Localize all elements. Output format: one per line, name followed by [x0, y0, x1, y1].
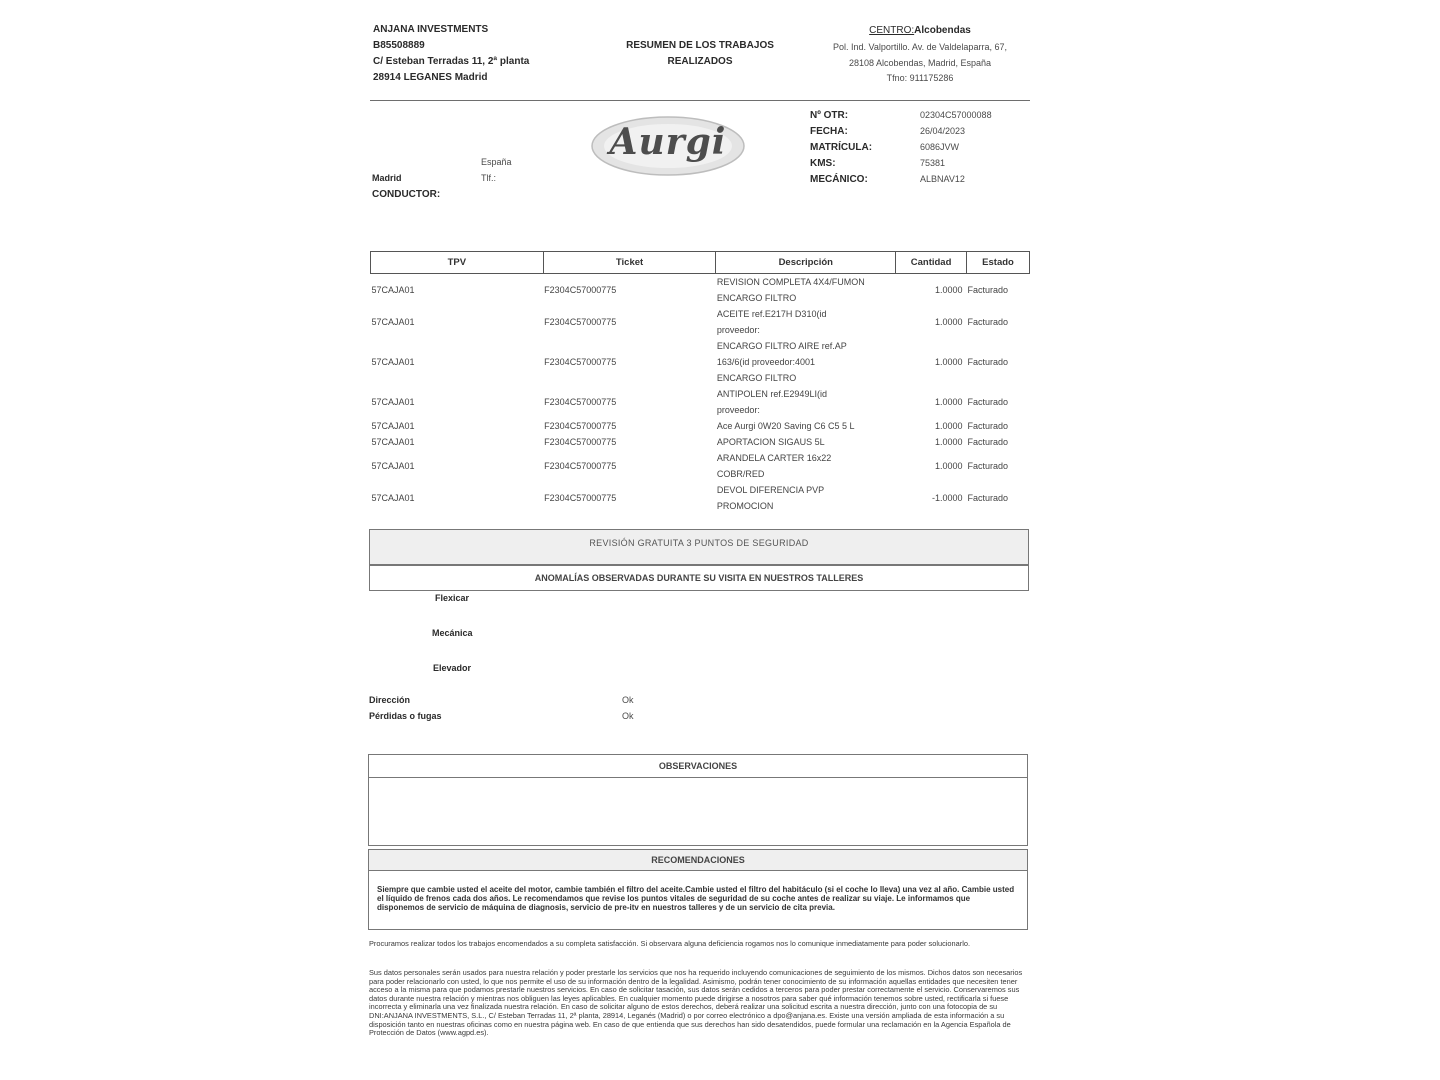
table-row — [371, 386, 1030, 418]
direccion-label: Dirección — [369, 695, 411, 705]
cell-ticket: F2304C57000775 — [544, 317, 617, 327]
cell-cantidad: 1.0000 — [935, 317, 963, 327]
kms-label: KMS: — [810, 158, 836, 169]
cell-ticket: F2304C57000775 — [544, 357, 617, 367]
cell-ticket: F2304C57000775 — [544, 397, 617, 407]
aurgi-logo — [590, 115, 746, 177]
anomalia-mecanica: Mecánica — [432, 628, 473, 638]
cell-descripcion — [716, 306, 896, 338]
cell-tpv: 57CAJA01 — [371, 317, 415, 327]
cell-descripcion — [716, 482, 896, 514]
kms-value: 75381 — [920, 158, 946, 168]
centro-address-2: 28108 Alcobendas, Madrid, España — [848, 58, 992, 68]
cell-descripcion — [716, 450, 896, 482]
table-row — [371, 434, 1030, 450]
mecanico-value: ALBNAV12 — [920, 174, 965, 184]
cell-tpv: 57CAJA01 — [371, 357, 415, 367]
descripcion-line: ARANDELA CARTER 16x22 — [716, 453, 832, 463]
descripcion-line: 163/6(id proveedor:4001 — [716, 357, 815, 367]
cell-descripcion — [716, 434, 896, 450]
cell-ticket: F2304C57000775 — [544, 421, 617, 431]
otr-value: 02304C57000088 — [920, 110, 992, 120]
client-phone: Tlf.: — [481, 173, 496, 183]
table-row — [371, 418, 1030, 434]
doc-title-line-2: REALIZADOS — [667, 56, 733, 67]
centro-address-1: Pol. Ind. Valportillo. Av. de Valdelaparra, 67, — [833, 42, 1007, 52]
fecha-value: 26/04/2023 — [920, 126, 966, 136]
conductor-label: CONDUCTOR: — [372, 189, 441, 200]
centro-name: Alcobendas — [914, 25, 971, 36]
centro-phone: Tfno: 911175286 — [886, 73, 954, 83]
cell-tpv: 57CAJA01 — [371, 493, 415, 503]
client-country: España — [481, 157, 512, 167]
matricula-label: MATRÍCULA: — [810, 142, 873, 153]
recomendaciones-box — [368, 849, 1028, 930]
cell-ticket: F2304C57000775 — [544, 285, 617, 295]
cell-cantidad: 1.0000 — [935, 397, 963, 407]
anomalias-title: ANOMALÍAS OBSERVADAS DURANTE SU VISITA EN NUESTROS TALLERES — [534, 573, 864, 583]
descripcion-line: APORTACION SIGAUS 5L — [716, 437, 825, 447]
descripcion-line: COBR/RED — [716, 469, 765, 479]
descripcion-line: PROMOCION — [716, 501, 774, 511]
cell-estado: Facturado — [967, 285, 1009, 295]
cell-descripcion — [716, 386, 896, 418]
mecanico-label: MECÁNICO: — [810, 174, 868, 185]
observaciones-title: OBSERVACIONES — [369, 755, 1027, 778]
descripcion-line: DEVOL DIFERENCIA PVP — [716, 485, 825, 495]
company-address-1: C/ Esteban Terradas 11, 2ª planta — [373, 56, 530, 67]
col-header-descripcion: Descripción — [716, 252, 896, 274]
observaciones-box — [368, 754, 1028, 846]
cell-tpv: 57CAJA01 — [371, 461, 415, 471]
col-header-cantidad: Cantidad — [896, 252, 967, 274]
col-header-estado: Estado — [967, 252, 1030, 274]
recomendaciones-text: Siempre que cambie usted el aceite del motor, cambie también el filtro del aceite.Cambie usted el filtro del habitáculo (si el coche lo lleva) una vez al año. Cambie usted el líquido de frenos cada dos años. Le recomendamos que revise los puntos vitales de seguridad de su coche antes de realizar su viaje. Le informamos que disponemos de servicio de máquina de diagnosis, servicio de pre-itv en nuestros talleres y de un servicio de cita previa. — [377, 885, 1015, 912]
cell-tpv: 57CAJA01 — [371, 285, 415, 295]
anomalia-elevador: Elevador — [433, 663, 472, 673]
cell-estado: Facturado — [967, 357, 1009, 367]
cell-cantidad: 1.0000 — [935, 421, 963, 431]
cell-ticket: F2304C57000775 — [544, 461, 617, 471]
logo-text: Aurgi — [609, 121, 727, 163]
col-header-tpv: TPV — [371, 252, 544, 274]
anomalias-header — [369, 565, 1029, 591]
descripcion-line: proveedor: — [716, 325, 760, 335]
table-row — [371, 450, 1030, 482]
cell-tpv: 57CAJA01 — [371, 421, 415, 431]
revision-banner-text: REVISIÓN GRATUITA 3 PUNTOS DE SEGURIDAD — [589, 538, 809, 548]
table-row — [371, 306, 1030, 338]
centro-line — [800, 25, 1040, 36]
cell-estado: Facturado — [967, 493, 1009, 503]
centro-label: CENTRO: — [869, 25, 915, 36]
cell-cantidad: 1.0000 — [935, 461, 963, 471]
anomalia-flexicar: Flexicar — [435, 593, 470, 603]
recomendaciones-title: RECOMENDACIONES — [369, 850, 1027, 871]
client-city: Madrid — [372, 173, 402, 183]
descripcion-line: REVISION COMPLETA 4X4/FUMON — [716, 277, 865, 287]
cell-cantidad: 1.0000 — [935, 437, 963, 447]
cell-descripcion — [716, 274, 896, 307]
descripcion-line: proveedor: — [716, 405, 760, 415]
direccion-value: Ok — [622, 695, 634, 705]
footer-satisfaction: Procuramos realizar todos los trabajos encomendados a su completa satisfacción. Si observara alguna deficiencia rogamos nos lo comunique inmediatamente para poder solucionarlo. — [369, 939, 971, 948]
revision-banner — [369, 529, 1029, 565]
cell-estado: Facturado — [967, 397, 1009, 407]
items-table — [370, 251, 1030, 514]
descripcion-line: ENCARGO FILTRO — [716, 293, 797, 303]
table-row — [371, 274, 1030, 307]
descripcion-line: ACEITE ref.E217H D310(id — [716, 309, 827, 319]
descripcion-line: ENCARGO FILTRO — [716, 373, 797, 383]
company-cif: B85508889 — [373, 40, 425, 51]
cell-estado: Facturado — [967, 461, 1009, 471]
col-header-ticket: Ticket — [543, 252, 716, 274]
descripcion-line: ANTIPOLEN ref.E2949LI(id — [716, 389, 827, 399]
header-divider — [370, 100, 1030, 101]
cell-ticket: F2304C57000775 — [544, 493, 617, 503]
company-address-2: 28914 LEGANES Madrid — [373, 72, 488, 83]
cell-estado: Facturado — [967, 317, 1009, 327]
otr-label: Nº OTR: — [810, 110, 849, 121]
cell-descripcion — [716, 418, 896, 434]
cell-cantidad: -1.0000 — [932, 493, 963, 503]
footer-privacy: Sus datos personales serán usados para nuestra relación y poder prestarle los servicios que nos ha requerido incluyendo comunicaciones de seguimiento de los mismos. Dichos datos son necesarios para poder relacionarlo con usted, lo que nos permite el uso de su información dentro de la legalidad. Asimismo, podrán tener conocimiento de su información aquellas entidades que necesiten tener acceso a la misma para que podamos prestarle nuestros servicios. En caso de solicitar tasación, sus datos serán cedidos a terceros para poder prestar correctamente el servicio. Conservaremos sus datos durante nuestra relación y mientras nos obliguen las leyes aplicables. En cualquier momento puede dirigirse a nosotros para saber qué información tenemos sobre usted, rectificarla si fuese incorrecta y eliminarla una vez finalizada nuestra relación. En caso de solicitar alguno de estos derechos, deberá realizar una solicitud escrita a nuestra dirección, junto con una fotocopia de su DNI:ANJANA INVESTMENTS, S.L., C/ Esteban Terradas 11, 2ª planta, 28914, Leganés (Madrid) o por correo electrónico a dpo@anjana.es. Existe una versión ampliada de esta información a su disposición tanto en nuestras oficinas como en nuestra página web. En caso de que entienda que sus derechos han sido desatendidos, puede formular una reclamación en la Agencia Española de Protección de Datos (www.agpd.es). — [369, 968, 1023, 1038]
cell-descripcion — [716, 338, 896, 386]
cell-ticket: F2304C57000775 — [544, 437, 617, 447]
cell-estado: Facturado — [967, 421, 1009, 431]
cell-estado: Facturado — [967, 437, 1009, 447]
table-row — [371, 482, 1030, 514]
cell-tpv: 57CAJA01 — [371, 437, 415, 447]
fecha-label: FECHA: — [810, 126, 848, 137]
descripcion-line: Ace Aurgi 0W20 Saving C6 C5 5 L — [716, 421, 855, 431]
cell-tpv: 57CAJA01 — [371, 397, 415, 407]
cell-cantidad: 1.0000 — [935, 357, 963, 367]
table-row — [371, 338, 1030, 386]
descripcion-line: ENCARGO FILTRO AIRE ref.AP — [716, 341, 847, 351]
cell-cantidad: 1.0000 — [935, 285, 963, 295]
perdidas-value: Ok — [622, 711, 634, 721]
doc-title-line-1: RESUMEN DE LOS TRABAJOS — [626, 40, 774, 51]
matricula-value: 6086JVW — [920, 142, 960, 152]
company-name: ANJANA INVESTMENTS — [373, 24, 489, 35]
perdidas-label: Pérdidas o fugas — [369, 711, 442, 721]
